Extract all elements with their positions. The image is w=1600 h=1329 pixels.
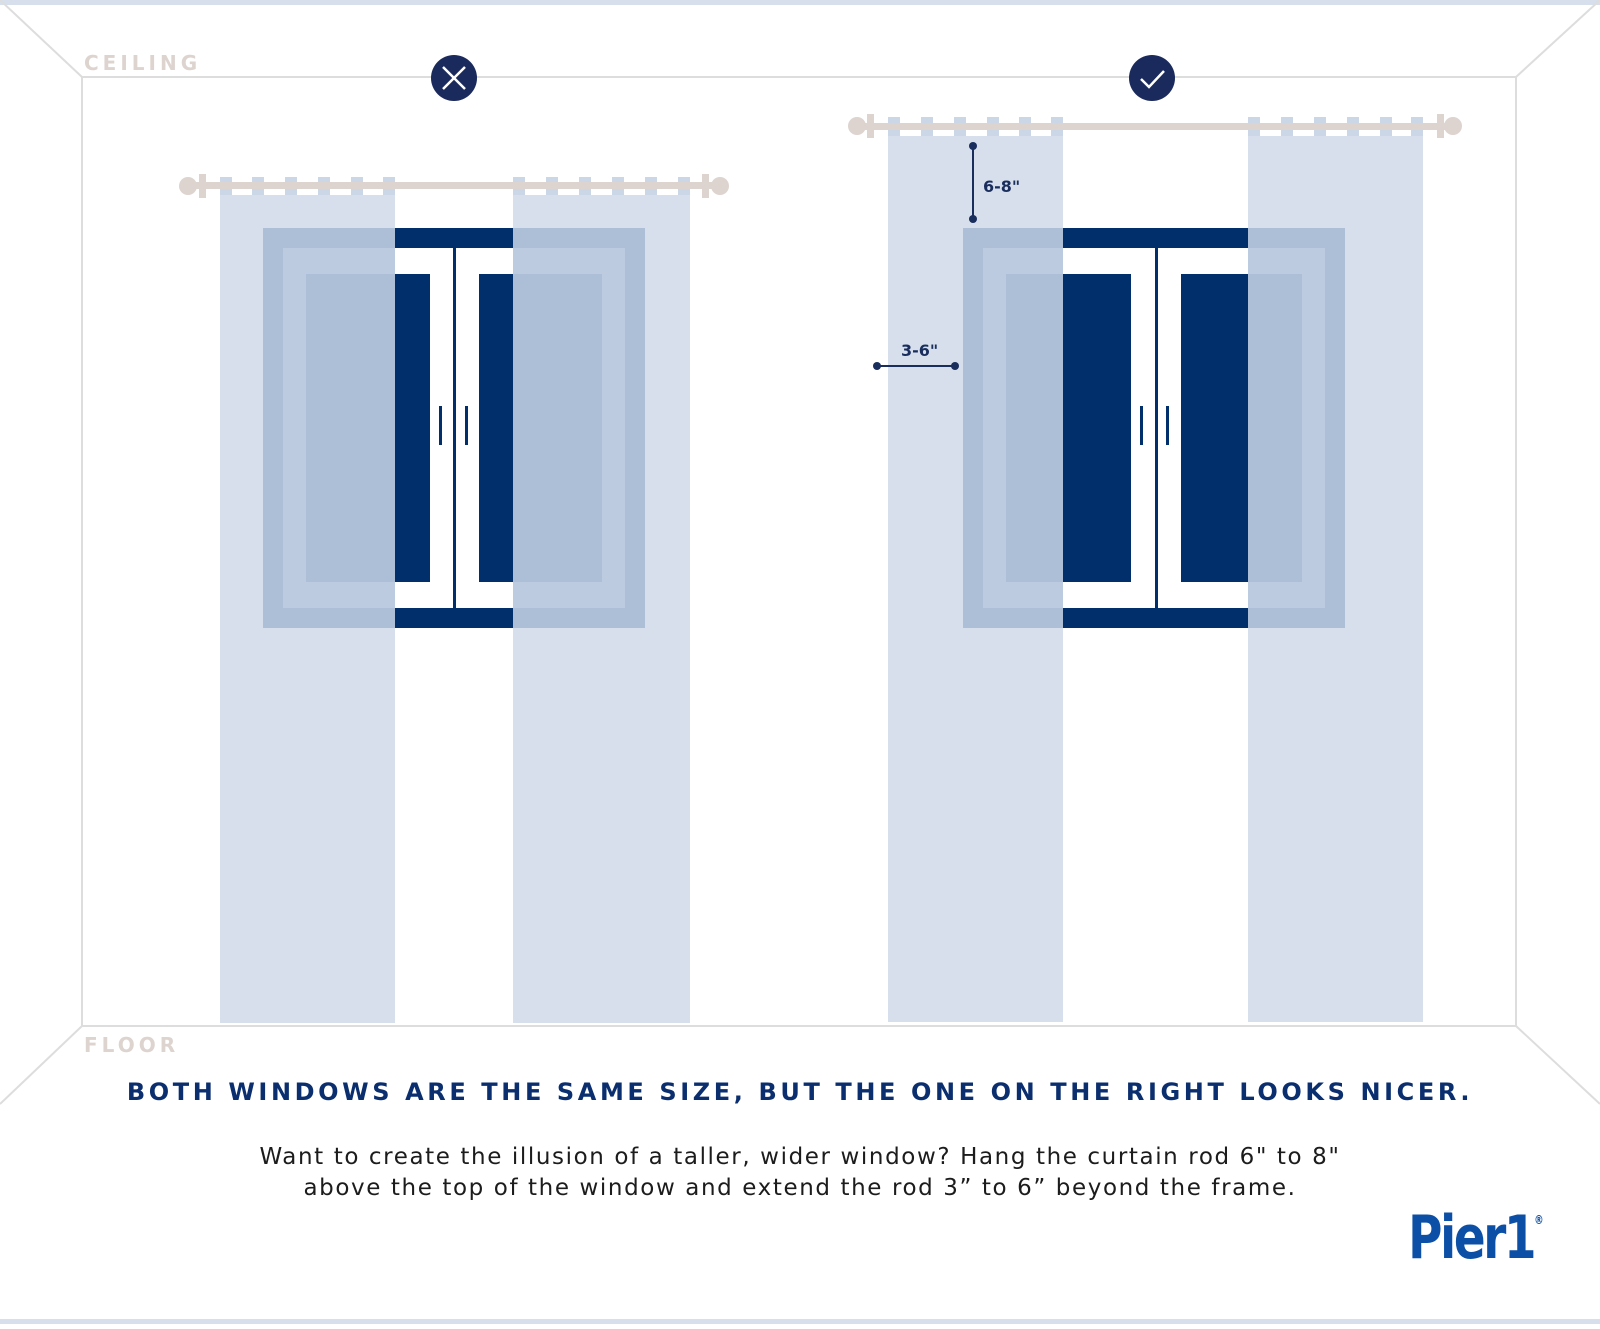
right-window-assembly	[848, 114, 1462, 1022]
pier1-logo	[1408, 1203, 1544, 1273]
left-curtain-panel-1	[220, 195, 395, 1023]
right-curtain-rod	[848, 114, 1462, 138]
body-text-line-1: Want to create the illusion of a taller, wider window? Hang the curtain rod 6" to 8"	[259, 1144, 1341, 1170]
check-mark-icon	[1129, 55, 1175, 101]
logo-text: Pier1	[1408, 1203, 1535, 1273]
bottom-border	[0, 1319, 1600, 1324]
rod-height-label: 6-8"	[983, 177, 1021, 196]
top-border	[0, 0, 1600, 5]
rod-extension-label: 3-6"	[901, 341, 939, 360]
ceiling-label: CEILING	[84, 51, 202, 75]
x-mark-icon	[431, 55, 477, 101]
floor-label: FLOOR	[84, 1033, 180, 1057]
body-text-line-2: above the top of the window and extend the rod 3” to 6” beyond the frame.	[303, 1175, 1297, 1201]
left-window-handle	[439, 406, 442, 445]
left-window-assembly	[179, 174, 729, 1023]
left-curtain-panel-2	[513, 195, 690, 1023]
headline: BOTH WINDOWS ARE THE SAME SIZE, BUT THE ONE ON THE RIGHT LOOKS NICER.	[126, 1078, 1474, 1106]
right-window-handle	[1166, 406, 1169, 445]
right-curtain-panel-2	[1248, 136, 1423, 1022]
left-window-handle	[465, 406, 468, 445]
logo-registered-mark: ®	[1534, 1213, 1544, 1227]
right-curtain-panel-1	[888, 136, 1063, 1022]
right-window-handle	[1140, 406, 1143, 445]
